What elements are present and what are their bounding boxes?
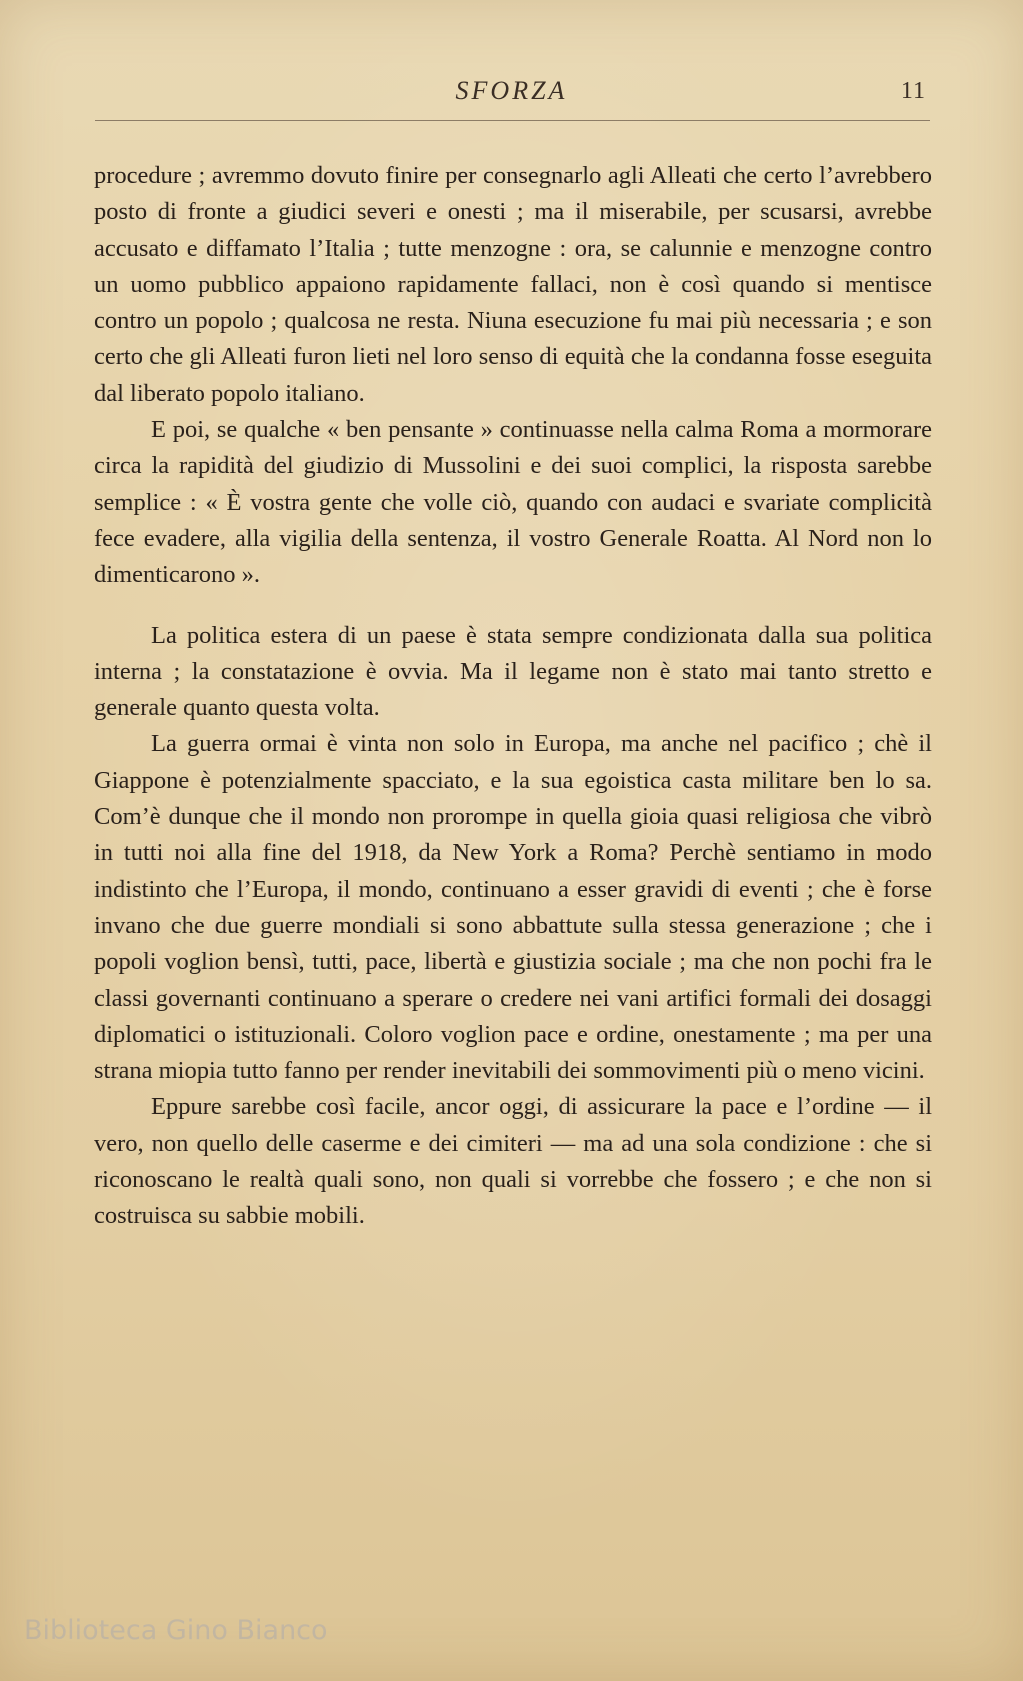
page-number: 11 [900,78,926,104]
page-header [95,72,928,112]
watermark: Biblioteca Gino Bianco [24,1615,328,1646]
paragraph-1: procedure ; avremmo dovuto finire per consegnarlo agli Alleati che certo l’avrebbero posto di fronte a giudici severi e onesti ; ma il miserabile, per scusarsi, avrebbe accusato e diffamato l’Italia ; tutte menzogne : ora, se calunnie e menzogne contro un uomo pubblico appaiono rapidamente fallaci, non è così quando si mentisce contro un popolo ; qualcosa ne resta. Niuna esecuzione fu mai più necessaria ; e son certo che gli Alleati furon lieti nel loro senso di equità che la condanna fosse eseguita dal liberato popolo italiano. [94,162,932,407]
paragraph-2: E poi, se qualche « ben pensante » continuasse nella calma Roma a mormorare circa la rapidità del giudizio di Mussolini e dei suoi complici, la risposta sarebbe semplice : « È vostra gente che volle ciò, quando con audaci e svariate complicità fece evadere, alla vigilia della sentenza, il vostro Generale Roatta. Al Nord non lo dimenticarono ». [94,416,932,589]
paragraph-4: La guerra ormai è vinta non solo in Europa, ma anche nel pacifico ; chè il Giappone è potenzialmente spacciato, e la sua egoistica casta militare ben lo sa. Com’è dunque che il mondo non prorompe in quella gioia quasi religiosa che vibrò in tutti noi alla fine del 1918, da New York a Roma? Perchè sentiamo in modo indistinto che l’Europa, il mondo, continuano a esser gravidi di eventi ; che è forse invano che due guerre mondiali si sono abbattute sulla stessa generazione ; che i popoli voglion bensì, tutti, pace, libertà e giustizia sociale ; ma che non pochi fra le classi governanti continuano a sperare o credere nei vani artifici formali dei dosaggi diplomatici o istituzionali. Coloro voglion pace e ordine, onestamente ; ma per una strana miopia tutto fanno per render inevitabili dei sommovimenti più o meno vicini. [94,730,932,1085]
body-text [94,158,932,1235]
paragraph-3: La politica estera di un paese è stata sempre condizionata dalla sua politica interna ; la constatazione è ovvia. Ma il legame non è stato mai tanto stretto e generale quanto questa volta. [94,621,932,722]
running-title: SFORZA [455,76,568,105]
header-divider [95,120,930,121]
paragraph-5: Eppure sarebbe così facile, ancor oggi, di assicurare la pace e l’ordine — il vero, non quello delle caserme e dei cimiteri — ma ad una sola condizione : che si riconoscano le realtà quali sono, non quali si vorrebbe che fossero ; e che non si costruisca su sabbie mobili. [94,1093,932,1230]
